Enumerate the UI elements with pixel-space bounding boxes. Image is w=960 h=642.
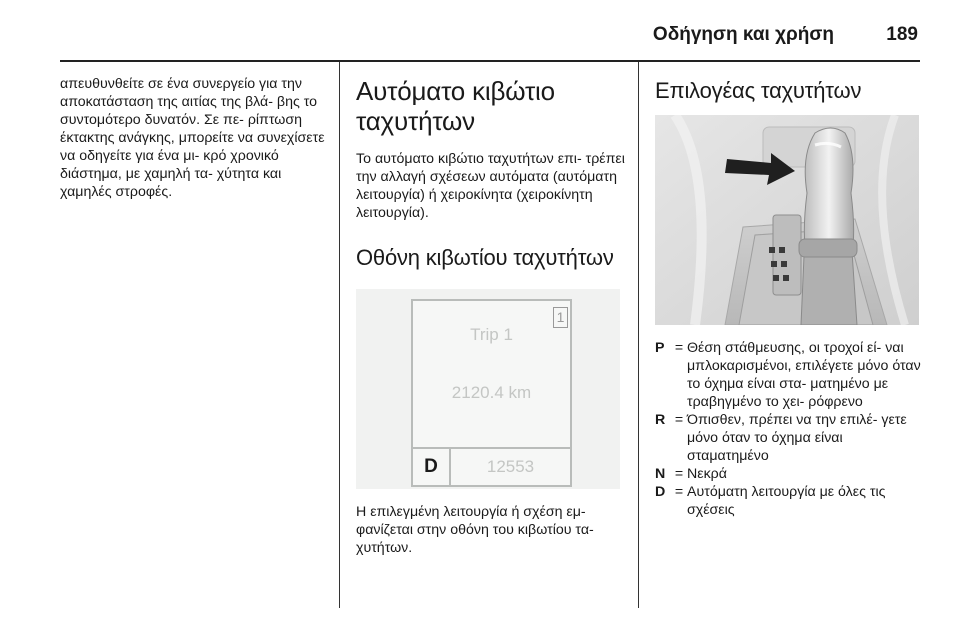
intro-paragraph: Το αυτόματο κιβώτιο ταχυτήτων επι- τρέπει την αλλαγή σχέσεων αυτόματα (αυτόματη λειτουργία) ή χειροκίνητα (χειροκίνητη λειτουργία). [356,151,625,221]
definition-text: Νεκρά [687,466,727,482]
definition-key: D [655,484,666,500]
subheading-transmission-display: Οθόνη κιβωτίου ταχυτήτων [356,245,614,270]
section-heading-automatic-transmission: Αυτόματο κιβώτιο ταχυτήτων [356,76,555,136]
trip-label: Trip 1 [470,325,513,344]
definition-neutral [655,465,921,483]
gear-number-icon: 1 [553,307,568,328]
column-middle [356,62,639,608]
transmission-display-illustration [356,289,620,489]
definition-equals: = [674,340,684,356]
odometer-value: 12553 [486,457,535,476]
definition-equals: = [674,466,684,482]
definition-park [655,339,921,411]
gear-definitions-list [655,339,921,519]
definition-text: Αυτόματη λειτουργία με όλες τις σχέσεις [687,484,886,518]
gear-selector-illustration [655,115,919,325]
column-right [655,62,921,608]
definition-key: N [655,466,666,482]
definition-text: Θέση στάθμευσης, οι τροχοί εί- ναι μπλοκαρισμένοι, επιλέγετε μόνο όταν το όχημα είναι στα- ματημένο με τραβηγμένο το χει- ρόφρενο [687,340,921,410]
section-heading-gear-selector: Επιλογέας ταχυτήτων [655,78,862,103]
definition-equals: = [674,412,684,428]
page-header [60,0,920,62]
continued-paragraph: απευθυνθείτε σε ένα συνεργείο για την αποκατάσταση της αιτίας της βλά- βης το συντομότερο δυνατόν. Σε πε- ρίπτωση έκτακτης ανάγκης, μπορείτε να συνεχίσετε να οδηγείτε για ένα μι- κρό χρονικό διάστημα, με χαμηλή τα- χύτητα και χαμηλές στροφές. [60,76,325,200]
definition-text: Όπισθεν, πρέπει να την επιλέ- γετε μόνο όταν το όχημα είναι σταματημένο [687,412,907,464]
page-title: Οδήγηση και χρήση [652,24,834,45]
definition-key: P [655,340,665,356]
trip-distance: 2120.4 km [451,383,532,402]
display-caption: Η επιλεγμένη λειτουργία ή σχέση εμ- φανίζεται στην οθόνη του κιβωτίου τα- χυτήτων. [356,504,594,556]
definition-reverse [655,411,921,465]
definition-drive [655,483,921,519]
page-number: 189 [886,24,918,45]
display-screen [411,299,572,487]
display-bottom-bar [413,447,570,485]
column-left [60,62,340,608]
definition-key: R [655,412,666,428]
definition-equals: = [674,484,684,500]
gear-selector-drawing [655,115,919,325]
selected-gear: D [413,449,451,485]
